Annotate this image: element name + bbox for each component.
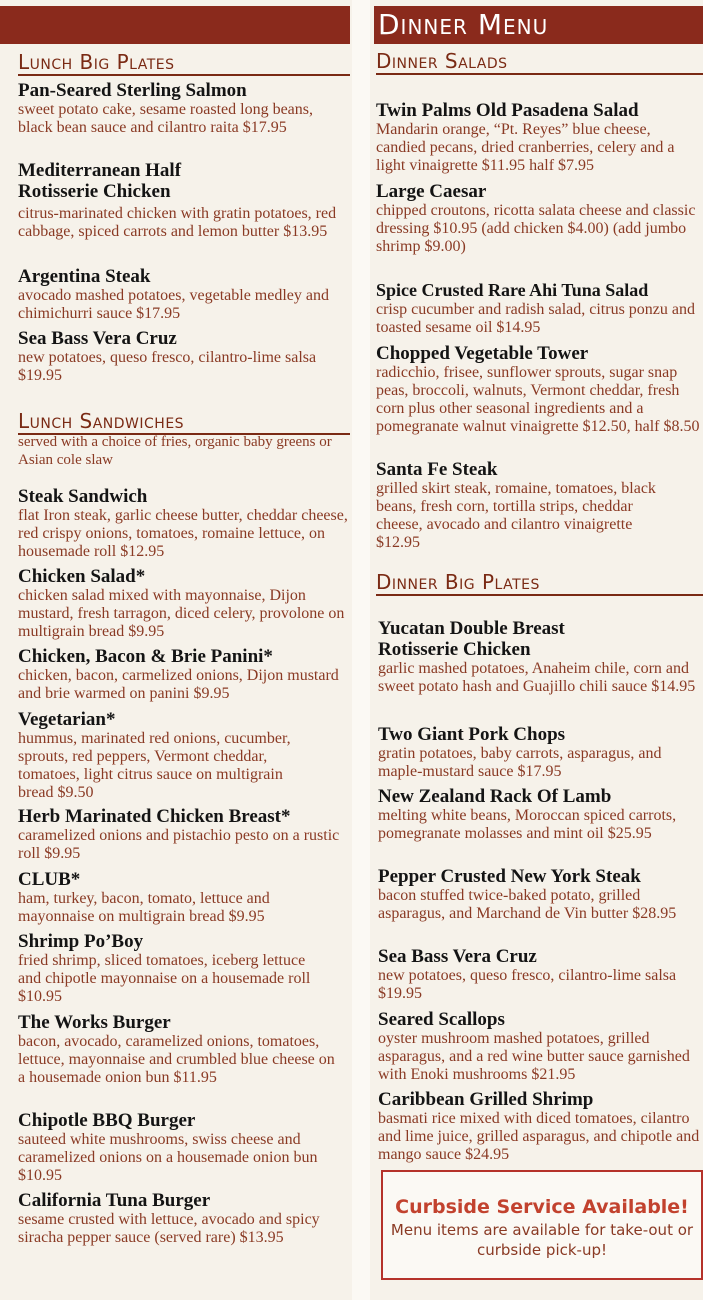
menu-item-desc: bacon, avocado, caramelized onions, tomatoes, lettuce, mayonnaise and crumbled blue cheese on a housemade onion bun $11.95 (18, 1033, 335, 1086)
menu-item (378, 786, 703, 843)
menu-item-name: Mediterranean Half Rotisserie Chicken (18, 160, 182, 202)
curbside-text: Menu items are available for take-out or curbside pick-up! (390, 1221, 694, 1259)
menu-item (376, 459, 676, 552)
menu-item-name: Santa Fe Steak (376, 459, 498, 480)
menu-item (18, 486, 350, 561)
menu-item-desc: citrus-marinated chicken with gratin potatoes, red cabbage, spiced carrots and lemon butter $13.95 (18, 205, 337, 240)
menu-item (18, 160, 223, 202)
menu-item (18, 709, 318, 802)
menu-item-name: Caribbean Grilled Shrimp (378, 1089, 594, 1110)
menu-item-desc: ham, turkey, bacon, tomato, lettuce and mayonnaise on multigrain bread $9.95 (18, 890, 270, 925)
section-heading-dinner-big-plates: Dinner Big Plates (376, 571, 703, 596)
menu-item-name: Steak Sandwich (18, 486, 148, 507)
menu-item-name: Twin Palms Old Pasadena Salad (376, 100, 639, 121)
dinner-menu-title: Dinner Menu (378, 8, 549, 41)
column-gutter (352, 0, 370, 1300)
menu-item-desc: fried shrimp, sliced tomatoes, iceberg lettuce and chipotle mayonnaise on a housemade roll $10.95 (18, 952, 311, 1005)
left-header-band (0, 6, 350, 44)
menu-item (376, 280, 703, 337)
menu-item-desc: radicchio, frisee, sunflower sprouts, sugar snap peas, broccoli, walnuts, Vermont cheddar, fresh corn plus other seasonal ingredients and a pomegranate walnut vinaigrette $12.50, half $8.50 (376, 364, 700, 435)
curbside-title: Curbside Service Available! (395, 1196, 689, 1218)
menu-item-desc: new potatoes, queso fresco, cilantro-lime salsa $19.95 (378, 967, 677, 1002)
menu-item (18, 869, 338, 926)
menu-item (376, 100, 703, 175)
menu-item-name: Large Caesar (376, 181, 487, 202)
menu-item (18, 1110, 340, 1185)
menu-item-desc: new potatoes, queso fresco, cilantro-lime salsa $19.95 (18, 349, 317, 384)
menu-item-desc: melting white beans, Moroccan spiced carrots, pomegranate molasses and mint oil $25.95 (378, 807, 677, 842)
menu-item-desc: flat Iron steak, garlic cheese butter, cheddar cheese, red crispy onions, tomatoes, romaine lettuce, on housemade roll $12.95 (18, 507, 348, 560)
menu-item-name: Seared Scallops (378, 1009, 505, 1030)
menu-item-name: Chipotle BBQ Burger (18, 1110, 196, 1131)
menu-item-name: Argentina Steak (18, 266, 151, 287)
menu-item-name: Sea Bass Vera Cruz (18, 328, 177, 349)
section-subtitle: served with a choice of fries, organic baby greens or Asian cole slaw (18, 434, 332, 468)
menu-item-desc: sauteed white mushrooms, swiss cheese and caramelized onions on a housemade onion bun $10.95 (18, 1131, 318, 1184)
menu-item (18, 328, 318, 385)
curbside-service-box (381, 1170, 703, 1280)
menu-item-desc: sesame crusted with lettuce, avocado and spicy siracha pepper sauce (served rare) $13.95 (18, 1211, 320, 1246)
menu-item (378, 1009, 703, 1084)
menu-item-desc: bacon stuffed twice-baked potato, grilled asparagus, and Marchand de Vin butter $28.95 (378, 887, 677, 922)
menu-item (18, 80, 348, 137)
menu-item (18, 806, 350, 863)
menu-item-name: Yucatan Double Breast Rotisserie Chicken (378, 618, 565, 660)
menu-item (378, 724, 703, 781)
menu-item (378, 1089, 703, 1164)
menu-item-name: California Tuna Burger (18, 1190, 211, 1211)
menu-item (378, 618, 703, 696)
menu-item-desc: oyster mushroom mashed potatoes, grilled asparagus, and a red wine butter sauce garnished with Enoki mushrooms $21.95 (378, 1030, 690, 1083)
menu-item (18, 646, 350, 703)
menu-item (378, 946, 703, 1003)
menu-item-name: New Zealand Rack Of Lamb (378, 786, 612, 807)
menu-item-name: Shrimp Po’Boy (18, 931, 144, 952)
menu-item-desc: Mandarin orange, “Pt. Reyes” blue cheese, candied pecans, dried cranberries, celery and a light vinaigrette $11.95 half $7.95 (376, 121, 675, 174)
menu-item-desc: hummus, marinated red onions, cucumber, sprouts, red peppers, Vermont cheddar, tomatoes, light citrus sauce on multigrain bread $9.50 (18, 730, 291, 801)
menu-item-name: Sea Bass Vera Cruz (378, 946, 537, 967)
menu-item-desc: avocado mashed potatoes, vegetable medley and chimichurri sauce $17.95 (18, 287, 329, 322)
menu-item (376, 181, 703, 256)
menu-item-desc: chipped croutons, ricotta salata cheese and classic dressing $10.95 (add chicken $4.00) (add jumbo shrimp $9.00) (376, 202, 696, 255)
menu-item-desc: sweet potato cake, sesame roasted long beans, black bean sauce and cilantro raita $17.95 (18, 101, 314, 136)
menu-item-desc: grilled skirt steak, romaine, tomatoes, black beans, fresh corn, tortilla strips, cheddar cheese, avocado and cilantro vinaigrette $12.95 (376, 480, 656, 551)
menu-item-name: Chicken, Bacon & Brie Panini* (18, 646, 273, 667)
menu-item-desc: chicken salad mixed with mayonnaise, Dijon mustard, fresh tarragon, diced celery, provolone on multigrain bread $9.95 (18, 587, 345, 640)
menu-item-name: Pan-Seared Sterling Salmon (18, 80, 247, 101)
menu-item-desc: garlic mashed potatoes, Anaheim chile, corn and sweet potato hash and Guajillo chili sauce $14.95 (378, 660, 696, 695)
menu-item-desc: gratin potatoes, baby carrots, asparagus, and maple-mustard sauce $17.95 (378, 745, 662, 780)
menu-item (18, 1190, 348, 1247)
menu-item (378, 866, 703, 923)
menu-item-name: Vegetarian* (18, 709, 116, 730)
menu-item-name: Two Giant Pork Chops (378, 724, 566, 745)
menu-item (18, 566, 350, 641)
menu-item-desc: caramelized onions and pistachio pesto on a rustic roll $9.95 (18, 827, 340, 862)
menu-item (18, 205, 348, 241)
menu-item (18, 1012, 338, 1087)
menu-item-name: Herb Marinated Chicken Breast* (18, 806, 291, 827)
section-heading-dinner-salads: Dinner Salads (376, 50, 703, 75)
menu-item-name: Chopped Vegetable Tower (376, 343, 589, 364)
menu-item-name: Chicken Salad* (18, 566, 146, 587)
menu-item-desc: basmati rice mixed with diced tomatoes, cilantro and lime juice, grilled asparagus, and chipotle and mango sauce $24.95 (378, 1110, 700, 1163)
section-heading-lunch-big-plates: Lunch Big Plates (18, 51, 350, 76)
menu-item-desc: crisp cucumber and radish salad, citrus ponzu and toasted sesame oil $14.95 (376, 301, 696, 336)
menu-item (18, 266, 338, 323)
menu-item-desc: chicken, bacon, carmelized onions, Dijon mustard and brie warmed on panini $9.95 (18, 667, 339, 702)
menu-item (18, 931, 328, 1006)
section-heading-lunch-sandwiches: Lunch Sandwiches (18, 410, 350, 435)
menu-item-name: CLUB* (18, 869, 81, 890)
menu-item-name: Pepper Crusted New York Steak (378, 866, 641, 887)
menu-item-name: Spice Crusted Rare Ahi Tuna Salad (376, 280, 649, 300)
menu-item (376, 343, 703, 436)
menu-item-name: The Works Burger (18, 1012, 171, 1033)
